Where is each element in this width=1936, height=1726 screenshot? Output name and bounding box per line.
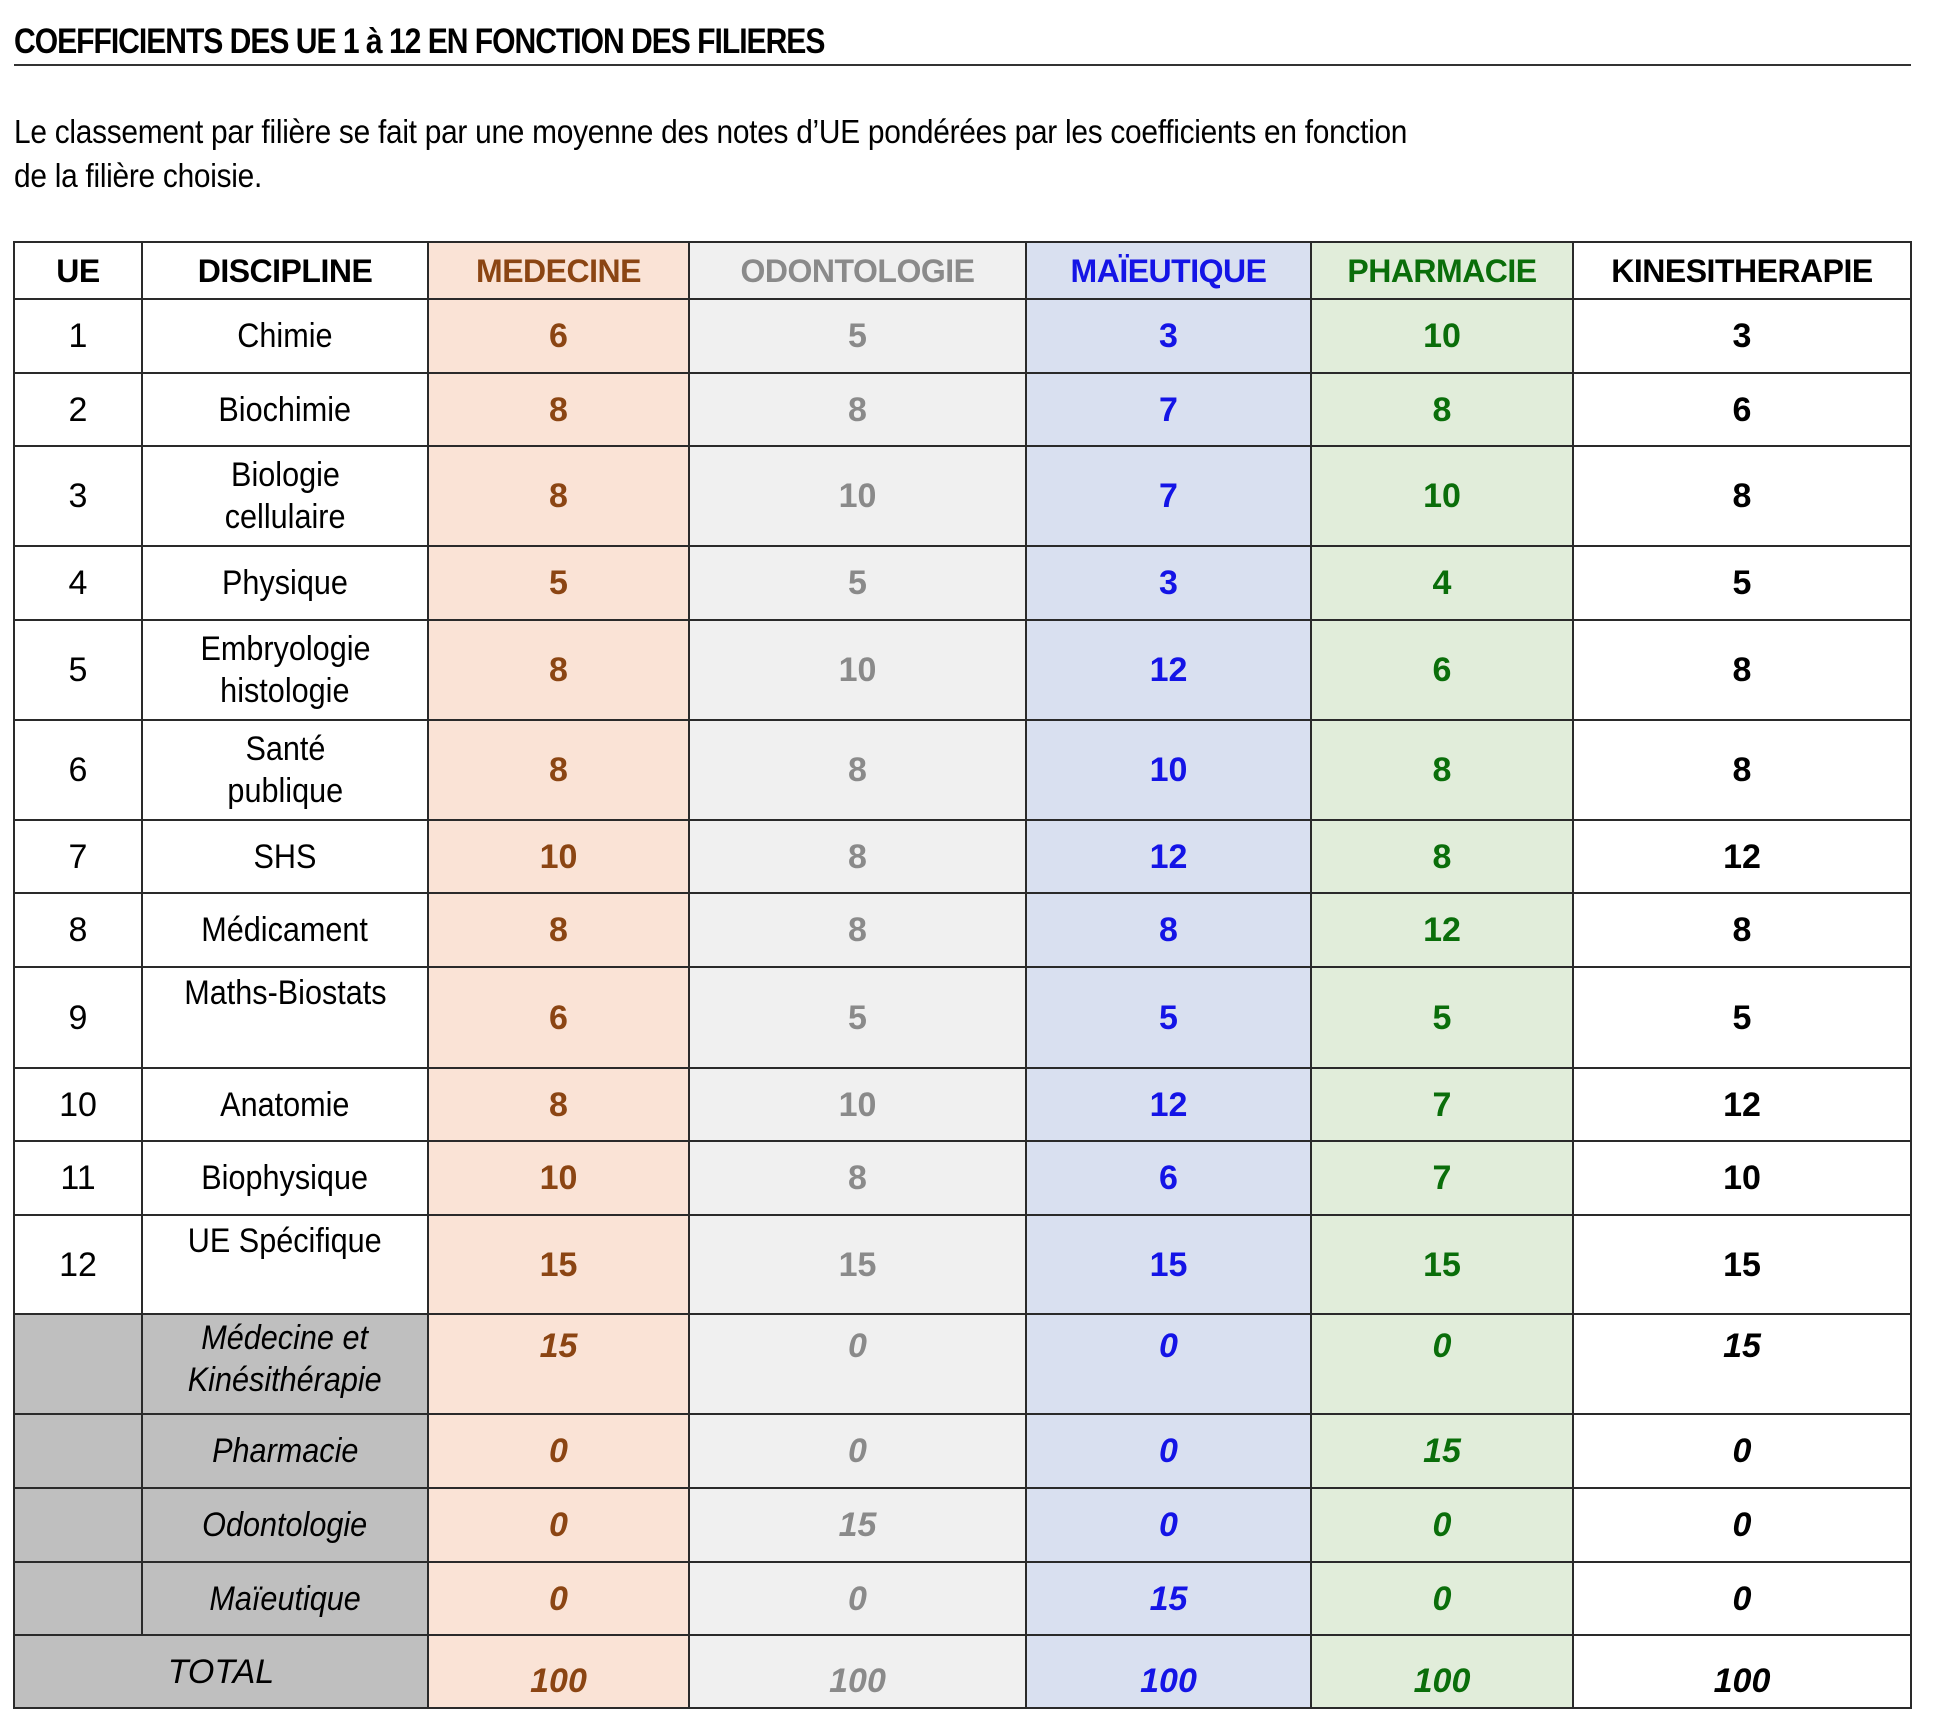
discipline-cell — [142, 1488, 428, 1562]
coef-pharmacie: 15 — [1311, 1215, 1573, 1314]
coef-medecine: 8 — [428, 1068, 689, 1141]
table-row — [14, 967, 1911, 1068]
intro-paragraph — [14, 110, 1924, 198]
table-row — [14, 373, 1911, 446]
coef-kinesitherapie: 6 — [1573, 373, 1911, 446]
total-label: TOTAL — [14, 1635, 428, 1708]
coef-odontologie: 15 — [689, 1215, 1026, 1314]
ue-number: 11 — [14, 1141, 142, 1215]
coef-kinesitherapie: 8 — [1573, 620, 1911, 720]
coefficients-table — [13, 241, 1912, 1709]
coef-odontologie: 10 — [689, 1068, 1026, 1141]
coef-medecine: 15 — [428, 1215, 689, 1314]
empty-ue-cell — [14, 1562, 142, 1635]
coef-maieutique: 12 — [1026, 820, 1311, 893]
coef-odontologie: 5 — [689, 967, 1026, 1068]
discipline-cell — [142, 1141, 428, 1215]
coef-pharmacie: 0 — [1311, 1562, 1573, 1635]
header-maieutique: MAÏEUTIQUE — [1026, 242, 1311, 299]
coef-pharmacie: 5 — [1311, 967, 1573, 1068]
coef-medecine: 5 — [428, 546, 689, 620]
intro-line-1: Le classement par filière se fait par une moyenne des notes d’UE pondérées par les coefficients en fonction — [14, 113, 1408, 150]
discipline-cell — [142, 893, 428, 967]
coef-medecine: 8 — [428, 720, 689, 820]
ue-number: 9 — [14, 967, 142, 1068]
coef-maieutique: 5 — [1026, 967, 1311, 1068]
discipline-label: Anatomie — [220, 1085, 350, 1124]
coef-odontologie: 5 — [689, 299, 1026, 373]
coef-medecine: 8 — [428, 620, 689, 720]
table-row — [14, 1141, 1911, 1215]
coef-pharmacie: 7 — [1311, 1141, 1573, 1215]
coef-pharmacie: 7 — [1311, 1068, 1573, 1141]
discipline-label: Biochimie — [218, 390, 352, 429]
coef-medecine: 15 — [428, 1314, 689, 1414]
table-row — [14, 299, 1911, 373]
coef-medecine: 100 — [428, 1635, 689, 1708]
ue-number: 5 — [14, 620, 142, 720]
coef-maieutique: 0 — [1026, 1488, 1311, 1562]
discipline-label: UE Spécifique — [188, 1222, 382, 1260]
coef-maieutique: 12 — [1026, 620, 1311, 720]
discipline-cell — [142, 720, 428, 820]
table-row — [14, 1215, 1911, 1314]
coef-medecine: 10 — [428, 820, 689, 893]
coef-kinesitherapie: 5 — [1573, 546, 1911, 620]
coef-kinesitherapie: 3 — [1573, 299, 1911, 373]
discipline-cell — [142, 620, 428, 720]
ue-number: 6 — [14, 720, 142, 820]
empty-ue-cell — [14, 1414, 142, 1488]
coef-medecine: 0 — [428, 1562, 689, 1635]
table-row — [14, 546, 1911, 620]
coef-kinesitherapie: 10 — [1573, 1141, 1911, 1215]
coef-maieutique: 8 — [1026, 893, 1311, 967]
discipline-label: Chimie — [237, 317, 333, 355]
coef-medecine: 6 — [428, 967, 689, 1068]
ue-number: 7 — [14, 820, 142, 893]
coef-odontologie: 8 — [689, 893, 1026, 967]
coef-odontologie: 15 — [689, 1488, 1026, 1562]
specific-ue-row — [14, 1562, 1911, 1635]
discipline-cell — [142, 1562, 428, 1635]
coef-kinesitherapie: 0 — [1573, 1488, 1911, 1562]
header-ue: UE — [14, 242, 142, 299]
ue-number: 8 — [14, 893, 142, 967]
discipline-label: Maths-Biostats — [183, 974, 387, 1012]
discipline-cell — [142, 1314, 428, 1414]
coef-odontologie: 10 — [689, 446, 1026, 546]
coef-odontologie: 10 — [689, 620, 1026, 720]
coef-odontologie: 0 — [689, 1562, 1026, 1635]
coef-odontologie: 0 — [689, 1314, 1026, 1414]
coef-pharmacie: 10 — [1311, 446, 1573, 546]
coef-medecine: 6 — [428, 299, 689, 373]
discipline-label: Pharmacie — [211, 1432, 359, 1470]
discipline-label: Embryologie — [199, 630, 371, 668]
coef-pharmacie: 12 — [1311, 893, 1573, 967]
coef-medecine: 8 — [428, 373, 689, 446]
discipline-label: histologie — [220, 672, 350, 710]
coef-maieutique: 7 — [1026, 446, 1311, 546]
coef-maieutique: 3 — [1026, 546, 1311, 620]
discipline-cell — [142, 820, 428, 893]
header-pharmacie: PHARMACIE — [1311, 242, 1573, 299]
specific-ue-row — [14, 1488, 1911, 1562]
table-row — [14, 620, 1911, 720]
discipline-label: cellulaire — [224, 498, 346, 536]
coef-kinesitherapie: 5 — [1573, 967, 1911, 1068]
page-title: COEFFICIENTS DES UE 1 à 12 EN FONCTION DES FILIERES — [14, 20, 1911, 66]
discipline-label: Kinésithérapie — [188, 1361, 382, 1399]
header-discipline: DISCIPLINE — [142, 242, 428, 299]
coef-pharmacie: 6 — [1311, 620, 1573, 720]
discipline-label: Biophysique — [201, 1159, 369, 1197]
coef-pharmacie: 8 — [1311, 720, 1573, 820]
ue-number: 10 — [14, 1068, 142, 1141]
specific-ue-row — [14, 1414, 1911, 1488]
discipline-cell — [142, 299, 428, 373]
coef-kinesitherapie: 12 — [1573, 1068, 1911, 1141]
empty-ue-cell — [14, 1314, 142, 1414]
discipline-label: publique — [227, 772, 343, 810]
coef-pharmacie: 100 — [1311, 1635, 1573, 1708]
ue-number: 4 — [14, 546, 142, 620]
coef-pharmacie: 8 — [1311, 820, 1573, 893]
coef-maieutique: 7 — [1026, 373, 1311, 446]
coef-odontologie: 8 — [689, 373, 1026, 446]
coef-odontologie: 0 — [689, 1414, 1026, 1488]
coef-maieutique: 0 — [1026, 1414, 1311, 1488]
table-row — [14, 1068, 1911, 1141]
coef-pharmacie: 10 — [1311, 299, 1573, 373]
coef-maieutique: 10 — [1026, 720, 1311, 820]
coef-kinesitherapie: 15 — [1573, 1314, 1911, 1414]
coef-odontologie: 8 — [689, 1141, 1026, 1215]
discipline-cell — [142, 1215, 428, 1314]
coef-maieutique: 15 — [1026, 1215, 1311, 1314]
discipline-cell — [142, 446, 428, 546]
coef-odontologie: 100 — [689, 1635, 1026, 1708]
discipline-cell — [142, 1414, 428, 1488]
coef-odontologie: 8 — [689, 820, 1026, 893]
coef-kinesitherapie: 8 — [1573, 446, 1911, 546]
discipline-label: Santé — [245, 730, 325, 768]
coef-medecine: 10 — [428, 1141, 689, 1215]
coef-kinesitherapie: 0 — [1573, 1562, 1911, 1635]
discipline-cell — [142, 1068, 428, 1141]
coef-maieutique: 100 — [1026, 1635, 1311, 1708]
coef-pharmacie: 15 — [1311, 1414, 1573, 1488]
ue-number: 2 — [14, 373, 142, 446]
coef-maieutique: 3 — [1026, 299, 1311, 373]
coef-medecine: 0 — [428, 1414, 689, 1488]
coef-pharmacie: 4 — [1311, 546, 1573, 620]
ue-number: 1 — [14, 299, 142, 373]
intro-line-2: de la filière choisie. — [14, 157, 263, 194]
discipline-cell — [142, 373, 428, 446]
discipline-label: Biologie — [230, 456, 340, 494]
empty-ue-cell — [14, 1488, 142, 1562]
coef-kinesitherapie: 15 — [1573, 1215, 1911, 1314]
coef-pharmacie: 0 — [1311, 1488, 1573, 1562]
coef-maieutique: 6 — [1026, 1141, 1311, 1215]
coef-pharmacie: 0 — [1311, 1314, 1573, 1414]
coef-maieutique: 12 — [1026, 1068, 1311, 1141]
header-odontologie: ODONTOLOGIE — [689, 242, 1026, 299]
coef-maieutique: 0 — [1026, 1314, 1311, 1414]
coef-maieutique: 15 — [1026, 1562, 1311, 1635]
coef-kinesitherapie: 8 — [1573, 720, 1911, 820]
table-row — [14, 720, 1911, 820]
ue-number: 12 — [14, 1215, 142, 1314]
discipline-label: Physique — [222, 564, 348, 602]
specific-ue-row — [14, 1314, 1911, 1414]
coef-odontologie: 5 — [689, 546, 1026, 620]
coef-kinesitherapie: 100 — [1573, 1635, 1911, 1708]
coef-kinesitherapie: 0 — [1573, 1414, 1911, 1488]
discipline-label: Médicament — [201, 911, 369, 949]
discipline-cell — [142, 967, 428, 1068]
discipline-label: Odontologie — [202, 1506, 368, 1544]
coef-kinesitherapie: 12 — [1573, 820, 1911, 893]
discipline-label: SHS — [253, 837, 317, 876]
total-row — [14, 1635, 1911, 1708]
header-medecine: MEDECINE — [428, 242, 689, 299]
header-kinesitherapie: KINESITHERAPIE — [1573, 242, 1911, 299]
discipline-label: Médecine et — [201, 1319, 369, 1357]
coef-medecine: 8 — [428, 446, 689, 546]
coef-odontologie: 8 — [689, 720, 1026, 820]
discipline-label: Maïeutique — [209, 1579, 361, 1618]
table-row — [14, 820, 1911, 893]
table-row — [14, 893, 1911, 967]
table-row — [14, 446, 1911, 546]
coef-medecine: 8 — [428, 893, 689, 967]
coef-medecine: 0 — [428, 1488, 689, 1562]
discipline-cell — [142, 546, 428, 620]
header-row — [14, 242, 1911, 299]
ue-number: 3 — [14, 446, 142, 546]
coef-kinesitherapie: 8 — [1573, 893, 1911, 967]
coef-pharmacie: 8 — [1311, 373, 1573, 446]
